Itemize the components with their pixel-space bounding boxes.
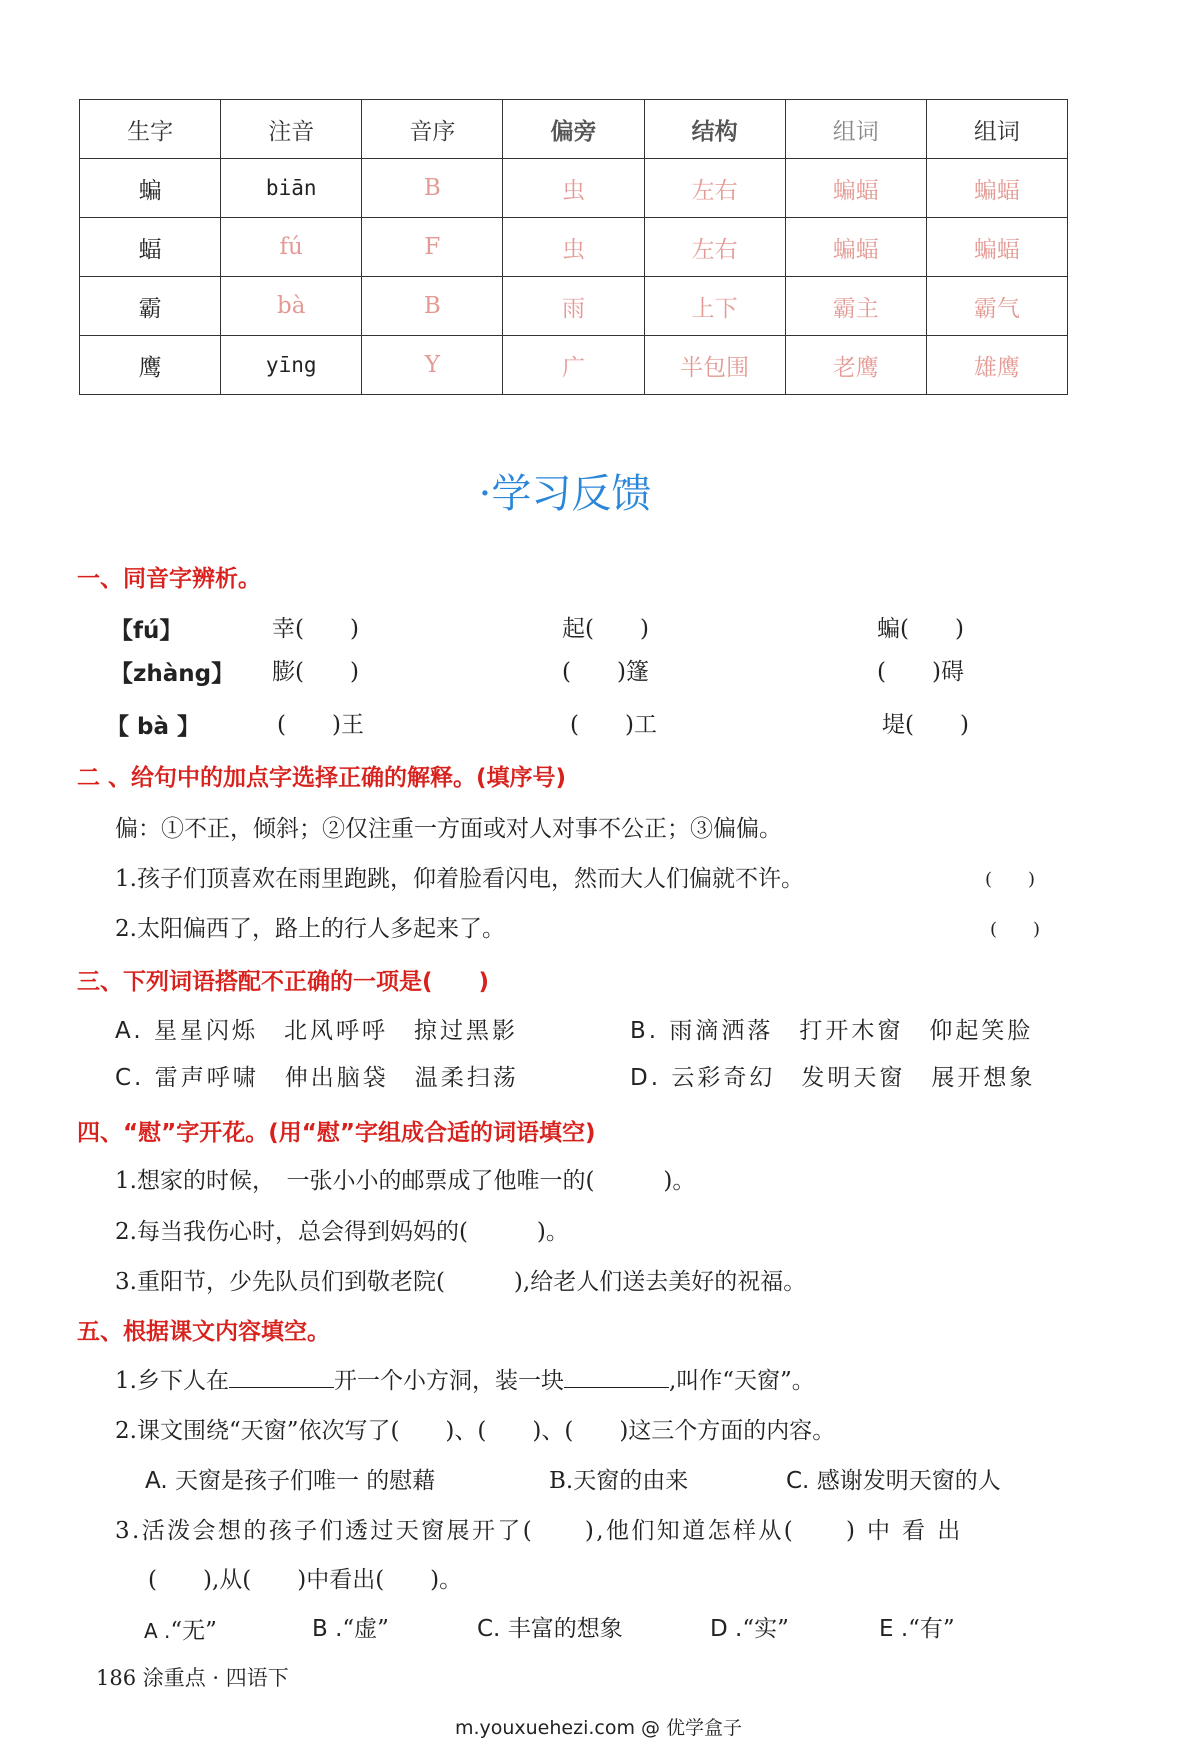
option-text: 天窗是孩子们唯一 的慰藉 — [174, 1468, 436, 1494]
cell-character: 霸 — [80, 277, 221, 336]
option-text: 云彩奇幻 发明天窗 展开想象 — [671, 1065, 1036, 1091]
question-text: ( ),从( )中看出( )。 — [148, 1567, 463, 1593]
option-b — [312, 1610, 389, 1643]
option-letter: C. — [115, 1065, 145, 1091]
option-letter: D . — [710, 1616, 743, 1642]
blank-item: ( )工 — [570, 712, 657, 738]
source-watermark: m.youxuehezi.com @ 优学盒子 — [454, 1717, 743, 1739]
question-text: 3.活泼会想的孩子们透过天窗展开了( ),他们知道怎样从( ) 中 看 出 — [115, 1518, 963, 1544]
option-text: 星星闪烁 北风呼呼 掠过黑影 — [153, 1018, 518, 1044]
cell-character: 蝠 — [80, 218, 221, 277]
option-letter: A. — [115, 1018, 144, 1044]
cell-initial: B — [362, 159, 503, 218]
blank-item: 蝙( ) — [877, 616, 964, 642]
definition-text: 偏：①不正，倾斜；②仅注重一方面或对人对事不公正；③偏偏。 — [115, 816, 782, 842]
question-text: 2.课文围绕“天窗”依次写了( )、( )、( )这三个方面的内容。 — [115, 1418, 836, 1444]
question-text: 3.重阳节，少先队员们到敬老院( ),给老人们送去美好的祝福。 — [115, 1269, 807, 1295]
question-text: 2.太阳偏西了，路上的行人多起来了。 — [115, 916, 505, 942]
option-letter: B . — [312, 1616, 343, 1642]
cell-structure: 上下 — [644, 277, 785, 336]
cell-initial: B — [362, 277, 503, 336]
option-d — [710, 1610, 789, 1643]
option-text: 雷声呼啸 伸出脑袋 温柔扫荡 — [154, 1065, 519, 1091]
question-text: 1.孩子们顶喜欢在雨里跑跳，仰着脸看闪电，然而大人们偏就不许。 — [115, 866, 804, 892]
cell-structure: 半包围 — [644, 336, 785, 395]
option-a — [115, 1012, 518, 1045]
header-cell: 生字 — [80, 100, 221, 159]
question-text: 2.每当我伤心时，总会得到妈妈的( )。 — [115, 1219, 569, 1245]
option-a — [145, 1462, 435, 1495]
cell-structure: 左右 — [644, 159, 785, 218]
cell-pinyin: bà — [221, 277, 362, 336]
cell-structure: 左右 — [644, 218, 785, 277]
cell-word: 蝙蝠 — [785, 218, 926, 277]
option-b: B.天窗的由来 — [549, 1468, 689, 1494]
cell-word: 霸气 — [926, 277, 1067, 336]
cell-character: 蝙 — [80, 159, 221, 218]
cell-word: 霸主 — [785, 277, 926, 336]
question-part: 1.乡下人在 — [115, 1368, 229, 1394]
cell-initial: Y — [362, 336, 503, 395]
section-2-heading: 二 、给句中的加点字选择正确的解释。(填序号) — [77, 765, 567, 791]
option-letter: D. — [630, 1065, 662, 1091]
cell-pinyin: yīng — [221, 336, 362, 395]
question-text — [115, 1362, 815, 1395]
question-part: 开一个小方洞，装一块 — [333, 1368, 564, 1394]
table-row — [80, 336, 1068, 395]
option-text: “虚” — [342, 1616, 389, 1642]
option-b — [630, 1012, 1033, 1045]
option-text: 丰富的想象 — [507, 1616, 623, 1642]
option-text: “无” — [170, 1618, 217, 1644]
header-cell: 组词 — [785, 100, 926, 159]
option-c — [115, 1059, 519, 1092]
cell-character: 鹰 — [80, 336, 221, 395]
option-text: 雨滴洒落 打开木窗 仰起笑脸 — [669, 1018, 1034, 1044]
header-cell: 注音 — [221, 100, 362, 159]
cell-word: 老鹰 — [785, 336, 926, 395]
table-row — [80, 218, 1068, 277]
cell-initial: F — [362, 218, 503, 277]
section-4-heading: 四、“慰”字开花。(用“慰”字组成合适的词语填空) — [77, 1120, 596, 1146]
option-letter: A. — [145, 1468, 168, 1494]
cell-pinyin: biān — [221, 159, 362, 218]
option-text: “有” — [908, 1616, 955, 1642]
option-c — [786, 1462, 1001, 1495]
cell-radical: 虫 — [503, 159, 644, 218]
option-e — [879, 1610, 955, 1643]
fill-blank — [229, 1366, 334, 1388]
blank-item: ( )篷 — [562, 659, 649, 685]
table-row — [80, 159, 1068, 218]
cell-pinyin: fú — [221, 218, 362, 277]
blank-item: 堤( ) — [882, 712, 969, 738]
cell-word: 蝙蝠 — [785, 159, 926, 218]
page-footer: 186 涂重点 · 四语下 — [96, 1666, 289, 1690]
answer-blank: ( ) — [985, 869, 1036, 890]
blank-item: 膨( ) — [272, 659, 359, 685]
option-letter: C. — [477, 1616, 501, 1642]
table-header-row — [80, 100, 1068, 159]
cell-radical: 雨 — [503, 277, 644, 336]
character-table — [79, 99, 1068, 395]
cell-word: 蝙蝠 — [926, 159, 1067, 218]
pinyin-label: 【 bà 】 — [106, 714, 200, 740]
pinyin-label: 【zhàng】 — [110, 661, 235, 687]
cell-radical: 广 — [503, 336, 644, 395]
option-letter: A . — [144, 1619, 171, 1643]
option-text: “实” — [742, 1616, 789, 1642]
section-title: ·学习反馈 — [478, 471, 652, 517]
option-d — [630, 1059, 1035, 1092]
table-row — [80, 277, 1068, 336]
section-3-heading: 三、下列词语搭配不正确的一项是( ) — [77, 969, 490, 995]
option-a — [144, 1612, 217, 1645]
fill-blank — [564, 1366, 669, 1388]
option-letter: C. — [786, 1468, 810, 1494]
cell-word: 蝙蝠 — [926, 218, 1067, 277]
blank-item: ( )碍 — [877, 659, 964, 685]
header-cell: 音序 — [362, 100, 503, 159]
blank-item: 起( ) — [562, 616, 649, 642]
option-c — [477, 1610, 623, 1643]
header-cell: 组词 — [926, 100, 1067, 159]
pinyin-label: 【fú】 — [110, 618, 183, 644]
option-letter: B. — [630, 1018, 660, 1044]
question-text: 1.想家的时候， 一张小小的邮票成了他唯一的( )。 — [115, 1168, 696, 1194]
header-cell: 偏旁 — [503, 100, 644, 159]
blank-item: 幸( ) — [272, 616, 359, 642]
section-5-heading: 五、根据课文内容填空。 — [77, 1319, 330, 1345]
cell-word: 雄鹰 — [926, 336, 1067, 395]
cell-radical: 虫 — [503, 218, 644, 277]
answer-blank: ( ) — [990, 919, 1041, 940]
section-1-heading: 一、同音字辨析。 — [77, 566, 261, 592]
question-part: ,叫作“天窗”。 — [668, 1368, 815, 1394]
header-cell: 结构 — [644, 100, 785, 159]
option-text: 感谢发明天窗的人 — [816, 1468, 1001, 1494]
option-letter: E . — [879, 1616, 909, 1642]
blank-item: ( )王 — [277, 712, 364, 738]
